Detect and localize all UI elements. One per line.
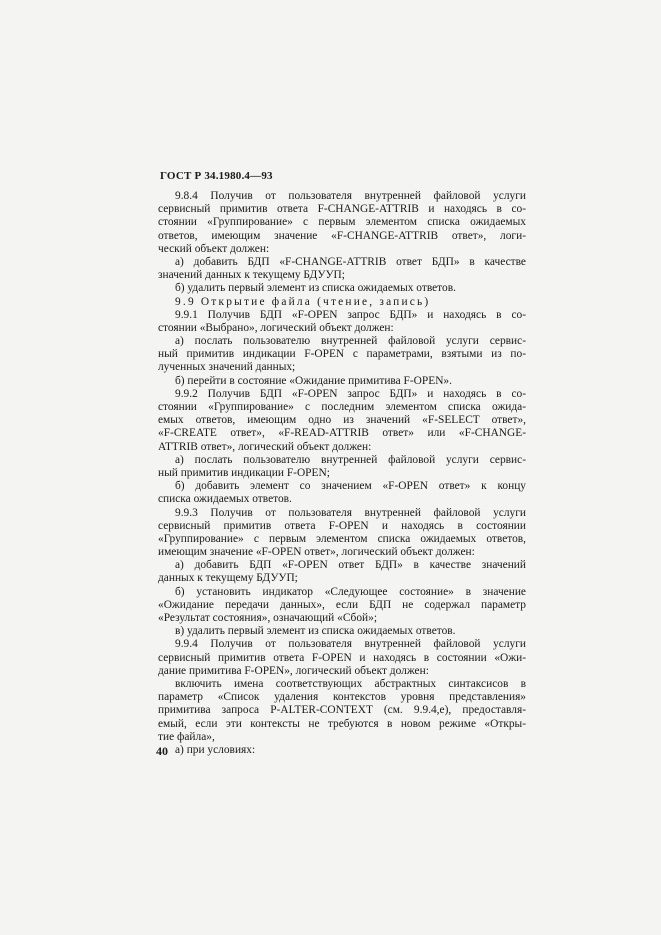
text-line: включить имена соответствующих абстрактных синтаксисов в [175, 677, 526, 690]
text-line: ческий объект должен: [158, 242, 270, 255]
text-line: данных к текущему БДУУП; [158, 572, 298, 585]
text-line: ный примитив индикации F-OPEN; [158, 466, 330, 479]
page-header: ГОСТ Р 34.1980.4—93 [160, 170, 273, 182]
text-line: ответов, имеющим значение «F-CHANGE-ATTRIB ответ», логи- [158, 229, 526, 242]
text-line: «Результат состояния», означающий «Сбой»; [158, 612, 378, 624]
text-line: лученных значений данных; [158, 361, 296, 374]
text-line: стоянии «Группирование» с первым элементом списка ожидаемых [158, 216, 526, 229]
text-line: б) перейти в состояние «Ожидание примитива F-OPEN». [175, 374, 452, 387]
text-line: «Группирование» с первым элементом списка ожидаемых ответов, [158, 532, 526, 545]
page-number: 40 [156, 744, 168, 758]
text-line: а) добавить БДП «F-OPEN ответ БДП» в качестве значений [175, 559, 526, 572]
text-line: 9.9.2 Получив БДП «F-OPEN запрос БДП» и находясь в со- [175, 387, 526, 400]
text-line: 9.9.1 Получив БДП «F-OPEN запрос БДП» и находясь в со- [175, 308, 526, 321]
text-line: дание примитива F-OPEN», логический объект должен: [158, 664, 429, 677]
text-line: примитива запроса P-ALTER-CONTEXT (см. 9.9.4,е), предоставля- [158, 704, 526, 717]
text-line: б) установить индикатор «Следующее состояние» в значение [175, 585, 526, 598]
text-line: списка ожидаемых ответов. [158, 493, 292, 506]
text-line: а) при условиях: [175, 743, 256, 756]
text-line: стоянии «Группирование» с последним элементом списка ожида- [158, 401, 526, 413]
text-line: тие файла», [158, 730, 215, 743]
text-line: б) удалить первый элемент из списка ожидаемых ответов. [175, 282, 456, 295]
text-line: параметр «Список удаления контекстов уровня представления» [158, 691, 526, 704]
text-line: сервисный примитив ответа F-OPEN и находясь в состоянии «Ожи- [158, 651, 526, 664]
text-line: 9.9.3 Получив от пользователя внутренней файловой услуги [175, 506, 526, 519]
text-line: сервисный примитив ответа F-CHANGE-ATTRIB и находясь в со- [158, 203, 526, 216]
text-line: б) добавить элемент со значением «F-OPEN ответ» к концу [175, 480, 526, 493]
text-line: а) послать пользователю внутренней файловой услуги сервис- [175, 453, 526, 466]
text-line: стоянии «Выбрано», логический объект должен: [158, 321, 394, 334]
text-line: 9.9 Открытие файла (чтение, запись) [175, 295, 431, 308]
text-line: в) удалить первый элемент из списка ожидаемых ответов. [175, 625, 456, 638]
text-line: ный примитив индикации F-OPEN с параметрами, взятыми из по- [158, 348, 526, 361]
text-line: а) послать пользователю внутренней файловой услуги сервис- [175, 335, 526, 348]
text-line: емых ответов, имеющим одно из значений «F-SELECT ответ», [158, 414, 526, 427]
text-line: а) добавить БДП «F-CHANGE-ATTRIB ответ БДП» в качестве [175, 255, 526, 268]
text-line: сервисный примитив ответа F-OPEN и находясь в состоянии [158, 519, 526, 532]
text-line: 9.9.4 Получив от пользователя внутренней файловой услуги [175, 638, 526, 651]
text-line: емый, если эти контексты не требуются в новом режиме «Откры- [158, 717, 526, 730]
text-line: имеющим значение «F-OPEN ответ», логический объект должен: [158, 546, 475, 559]
text-line: «Ожидание передачи данных», если БДП не содержал параметр [158, 598, 526, 611]
text-line: ATTRIB ответ», логический объект должен: [158, 440, 372, 453]
text-line: значений данных к текущему БДУУП; [158, 269, 345, 282]
text-line: 9.8.4 Получив от пользователя внутренней файловой услуги [175, 190, 526, 202]
text-line: «F-CREATE ответ», «F-READ-ATTRIB ответ» или «F-CHANGE- [158, 427, 526, 440]
body-text [158, 190, 526, 757]
